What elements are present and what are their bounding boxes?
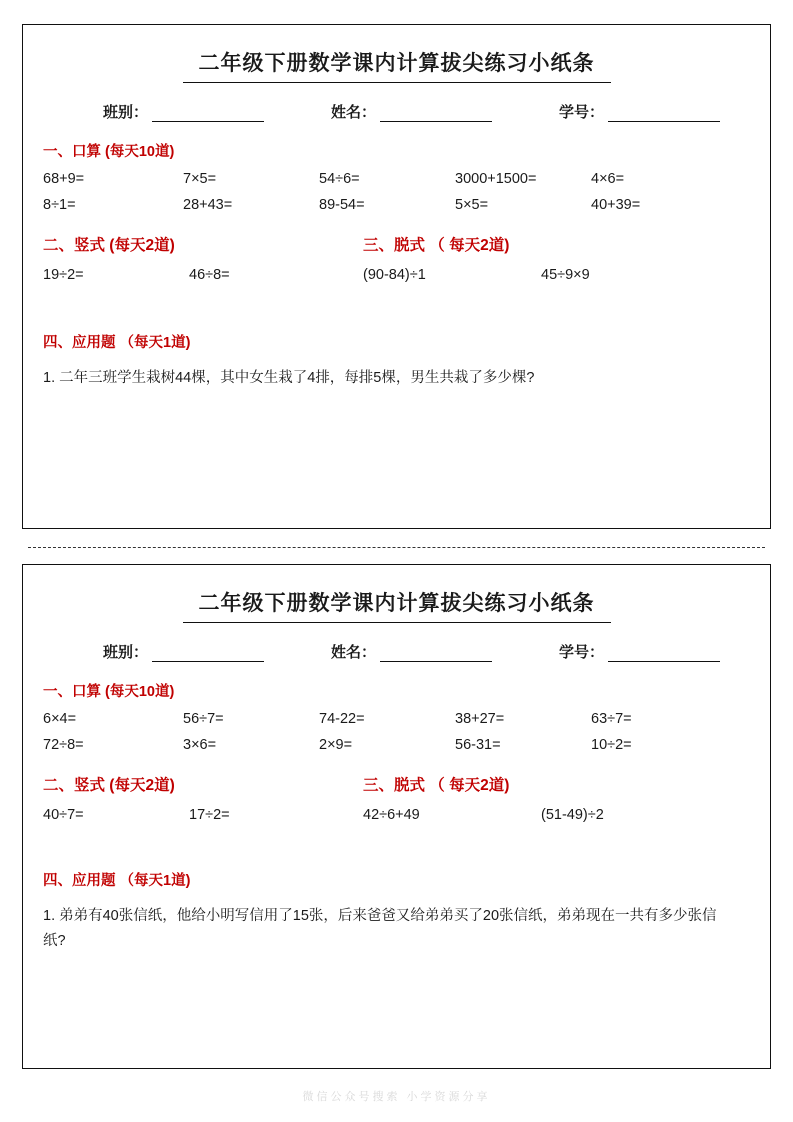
- student-id-field-label: 学号：: [558, 644, 604, 661]
- expression-problem: (90-84)÷1: [363, 267, 426, 283]
- oral-problem: 56-31=: [455, 737, 501, 753]
- oral-problem: 74-22=: [319, 711, 365, 727]
- class-field-input[interactable]: [152, 107, 264, 122]
- student-id-field-input[interactable]: [608, 107, 720, 122]
- section-heading-expression-1: 三、脱式 （ 每天2道): [363, 237, 510, 254]
- worksheet-sheet-1: [22, 24, 771, 529]
- sheet-2-vertical-expression-row: [43, 807, 750, 823]
- oral-problem: 10÷2=: [591, 737, 632, 753]
- oral-problem: 2×9=: [319, 737, 353, 753]
- oral-row: [43, 737, 750, 753]
- watermark-text: 微信公众号搜索 小学资源分享: [302, 1091, 491, 1103]
- name-field-input[interactable]: [380, 647, 492, 662]
- student-id-field-input[interactable]: [608, 647, 720, 662]
- oral-problem: 3000+1500=: [455, 171, 537, 187]
- oral-problem: 89-54=: [319, 197, 365, 213]
- oral-problem: 40+39=: [591, 197, 641, 213]
- class-field: [103, 641, 264, 662]
- section-heading-word-2: 四、应用题 （每天1道): [43, 873, 191, 889]
- vertical-problem: 46÷8=: [189, 267, 230, 283]
- student-id-field: [559, 101, 720, 122]
- section-heading-vertical-2: 二、竖式 (每天2道): [43, 777, 175, 794]
- cut-line-divider: [28, 547, 765, 548]
- oral-row: [43, 197, 750, 213]
- name-field-input[interactable]: [380, 107, 492, 122]
- vertical-problem: 19÷2=: [43, 267, 84, 283]
- section-heading-expression-2: 三、脱式 （ 每天2道): [363, 777, 510, 794]
- name-field-label: 姓名：: [330, 644, 376, 661]
- sheet-2-title-wrap: [43, 587, 750, 623]
- expression-problem: 42÷6+49: [363, 807, 420, 823]
- sheet-1-student-fields: [43, 93, 750, 122]
- oral-row: [43, 711, 750, 727]
- sheet-2-student-fields: [43, 633, 750, 662]
- page-title: 二年级下册数学课内计算拔尖练习小纸条: [183, 47, 611, 83]
- section-heading-word-1: 四、应用题 （每天1道): [43, 335, 191, 351]
- sheet-1-section-headings-row: [43, 233, 750, 255]
- class-field-input[interactable]: [152, 647, 264, 662]
- oral-problem: 63÷7=: [591, 711, 632, 727]
- name-field: [331, 641, 492, 662]
- oral-row: [43, 171, 750, 187]
- student-id-field-label: 学号：: [558, 104, 604, 121]
- oral-problem: 54÷6=: [319, 171, 360, 187]
- oral-problem: 68+9=: [43, 171, 85, 187]
- oral-problem: 56÷7=: [183, 711, 224, 727]
- vertical-problem: 17÷2=: [189, 807, 230, 823]
- name-field-label: 姓名：: [330, 104, 376, 121]
- page-title: 二年级下册数学课内计算拔尖练习小纸条: [183, 587, 611, 623]
- class-field-label: 班别：: [103, 104, 149, 121]
- sheet-2-section-headings-row: [43, 773, 750, 795]
- word-problem: 1. 弟弟有40张信纸，他给小明写信用了15张，后来爸爸又给弟弟买了20张信纸，弟弟现在一共有多少张信纸?: [43, 908, 717, 949]
- oral-problem: 38+27=: [455, 711, 505, 727]
- oral-problem: 8÷1=: [43, 197, 76, 213]
- section-heading-vertical-1: 二、竖式 (每天2道): [43, 237, 175, 254]
- student-id-field: [559, 641, 720, 662]
- oral-problem: 5×5=: [455, 197, 489, 213]
- vertical-problem: 40÷7=: [43, 807, 84, 823]
- oral-problem: 28+43=: [183, 197, 233, 213]
- oral-problem: 3×6=: [183, 737, 217, 753]
- expression-problem: 45÷9×9: [541, 267, 590, 283]
- sheet-1-title-wrap: [43, 47, 750, 83]
- worksheet-sheet-2: [22, 564, 771, 1069]
- word-problem: 1. 二年三班学生栽树44棵，其中女生栽了4排，每排5棵，男生共栽了多少棵?: [43, 370, 535, 386]
- oral-problem: 7×5=: [183, 171, 217, 187]
- oral-problem: 6×4=: [43, 711, 77, 727]
- oral-problem: 72÷8=: [43, 737, 84, 753]
- name-field: [331, 101, 492, 122]
- class-field: [103, 101, 264, 122]
- class-field-label: 班别：: [103, 644, 149, 661]
- expression-problem: (51-49)÷2: [541, 807, 604, 823]
- oral-problem: 4×6=: [591, 171, 625, 187]
- section-heading-oral-1: 一、口算 (每天10道): [43, 144, 175, 160]
- section-heading-oral-2: 一、口算 (每天10道): [43, 684, 175, 700]
- sheet-1-vertical-expression-row: [43, 267, 750, 283]
